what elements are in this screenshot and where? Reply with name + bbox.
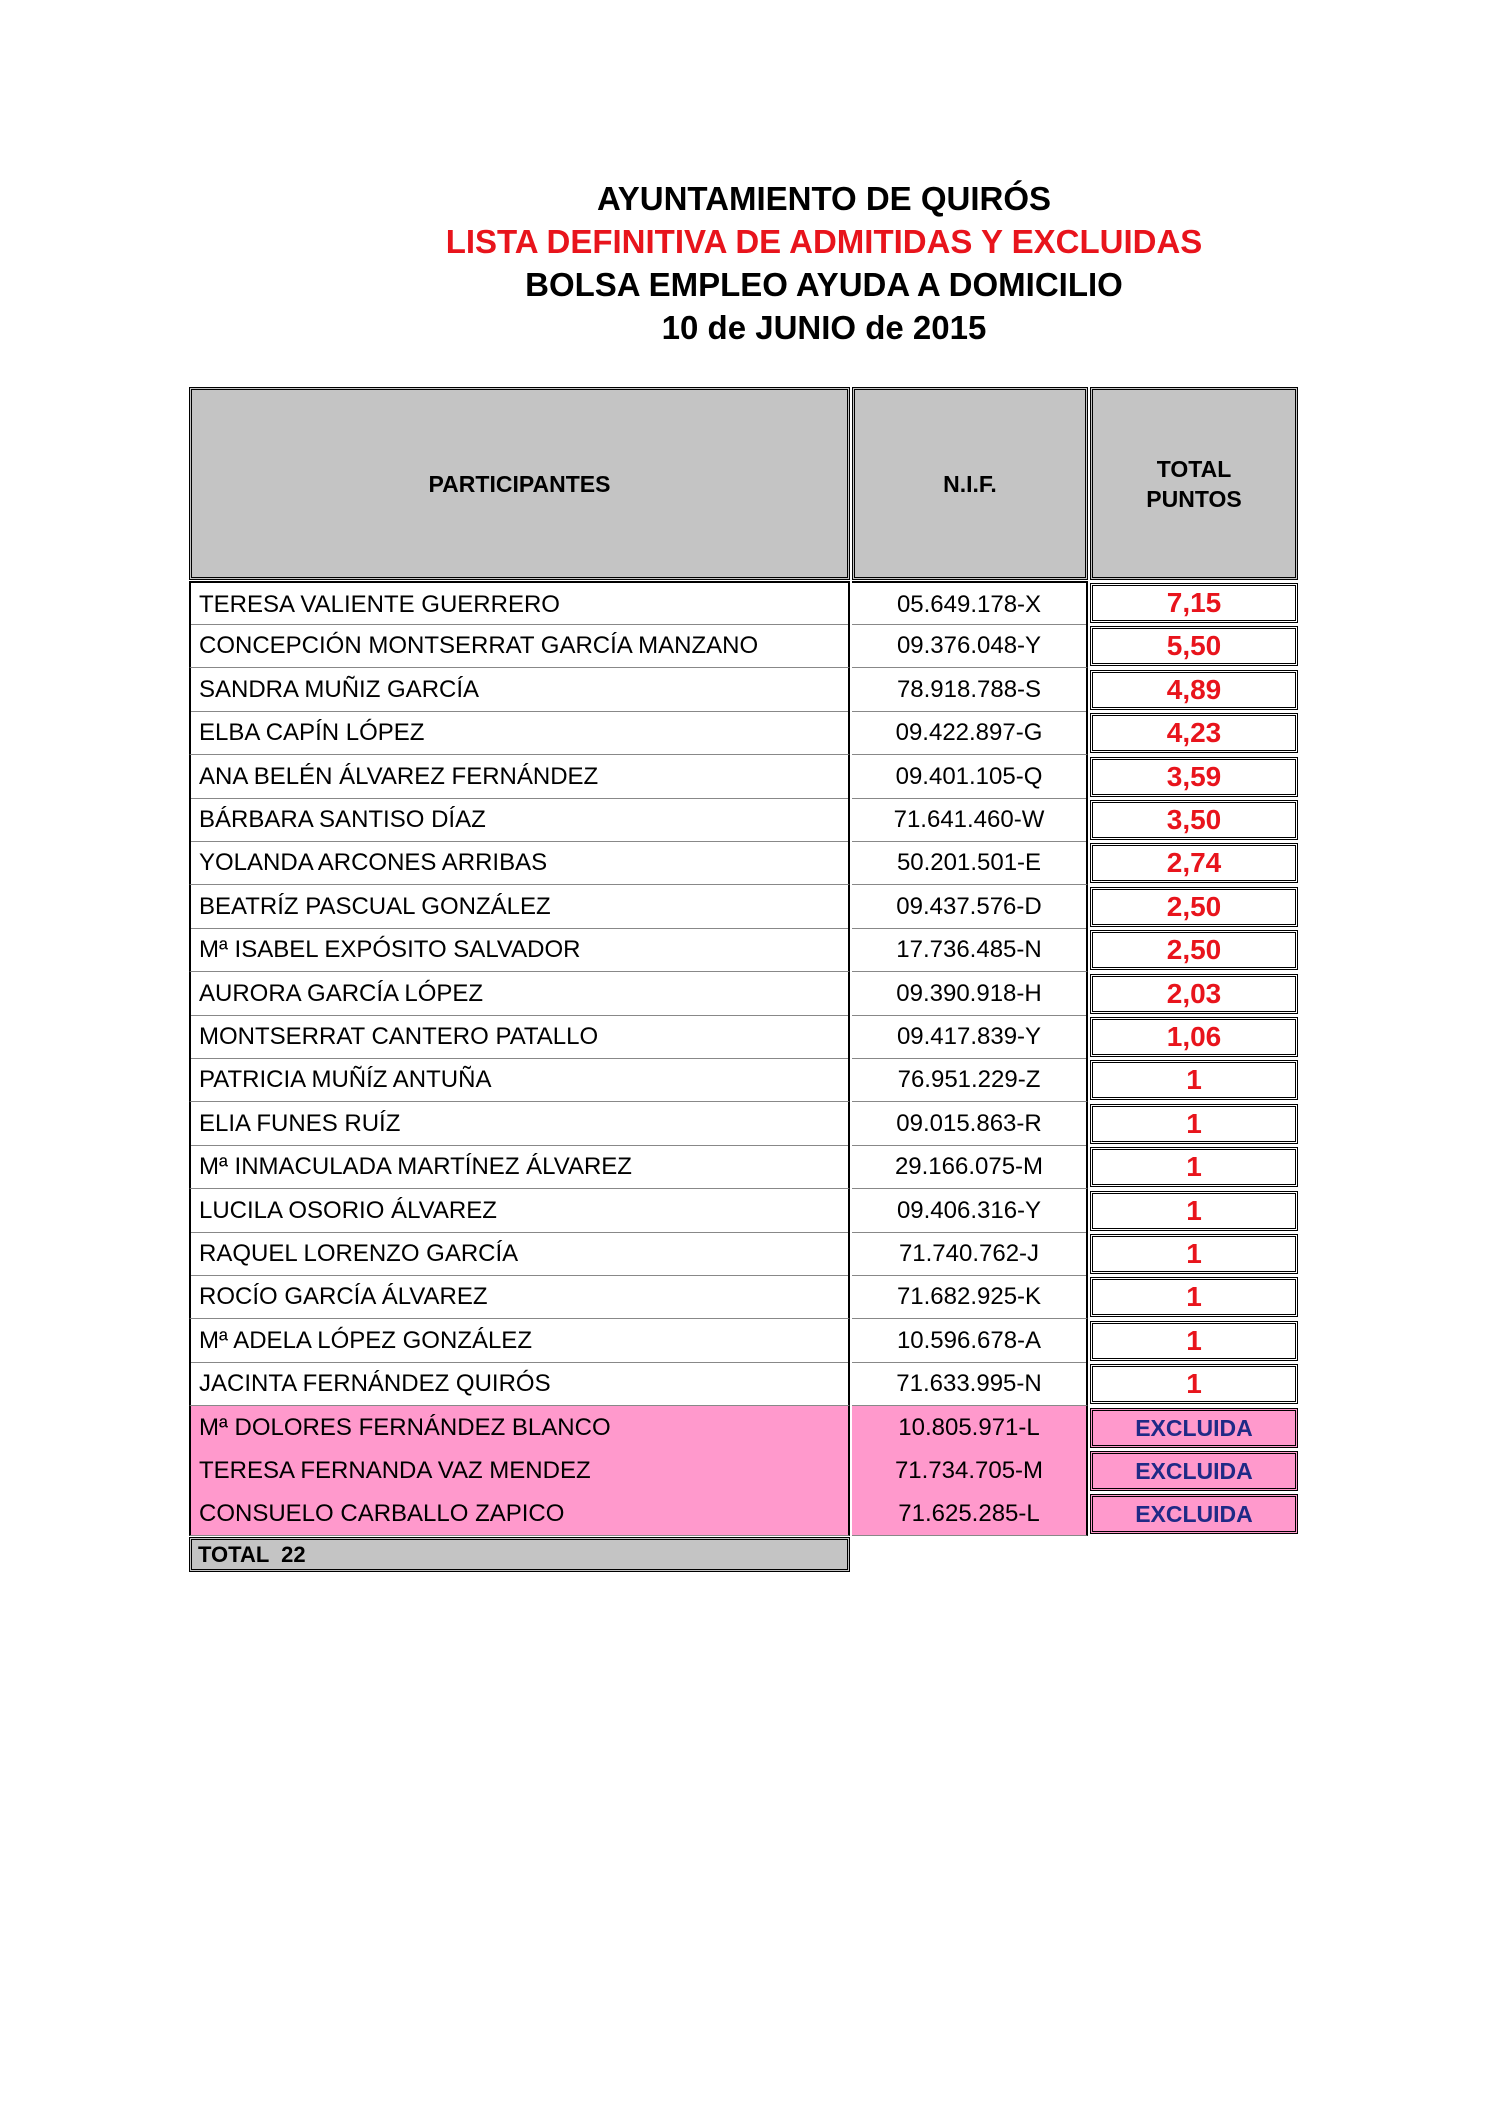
- participant-name-cell: ELIA FUNES RUÍZ: [189, 1102, 850, 1146]
- table-row: [189, 972, 1298, 1016]
- participant-nif-cell: 78.918.788-S: [852, 668, 1088, 712]
- participant-name-cell: CONCEPCIÓN MONTSERRAT GARCÍA MANZANO: [189, 624, 850, 668]
- total-points-cell: 5,50: [1090, 626, 1298, 666]
- table-row: [189, 1102, 1298, 1146]
- total-points-cell: 1,06: [1090, 1017, 1298, 1057]
- table-row: [189, 841, 1298, 885]
- participant-nif-cell: 10.596.678-A: [852, 1319, 1088, 1363]
- table-row: [189, 755, 1298, 799]
- participant-name-cell: ELBA CAPÍN LÓPEZ: [189, 711, 850, 755]
- table-row: [189, 928, 1298, 972]
- excluded-status-cell: EXCLUIDA: [1090, 1408, 1298, 1448]
- participant-name-cell: Mª DOLORES FERNÁNDEZ BLANCO: [189, 1406, 850, 1450]
- participant-name-cell: Mª INMACULADA MARTÍNEZ ÁLVAREZ: [189, 1145, 850, 1189]
- table-row: [189, 798, 1298, 842]
- participant-name-cell: BÁRBARA SANTISO DÍAZ: [189, 798, 850, 842]
- excluded-status-cell: EXCLUIDA: [1090, 1451, 1298, 1491]
- table-row: [189, 1492, 1298, 1536]
- participant-name-cell: Mª ADELA LÓPEZ GONZÁLEZ: [189, 1319, 850, 1363]
- total-points-cell: 1: [1090, 1364, 1298, 1404]
- total-points-cell: 1: [1090, 1147, 1298, 1187]
- participant-name-cell: BEATRÍZ PASCUAL GONZÁLEZ: [189, 885, 850, 929]
- participant-name-cell: RAQUEL LORENZO GARCÍA: [189, 1232, 850, 1276]
- participant-nif-cell: 09.437.576-D: [852, 885, 1088, 929]
- participant-nif-cell: 29.166.075-M: [852, 1145, 1088, 1189]
- participant-name-cell: TERESA VALIENTE GUERRERO: [189, 581, 850, 625]
- column-header-nif: [852, 387, 1088, 580]
- participant-nif-cell: 09.015.863-R: [852, 1102, 1088, 1146]
- participant-nif-cell: 76.951.229-Z: [852, 1058, 1088, 1102]
- table-row: [189, 668, 1298, 712]
- total-count-cell: TOTAL 22: [189, 1537, 850, 1572]
- column-header-points-line1: TOTAL: [1156, 455, 1232, 482]
- total-points-cell: 1: [1090, 1277, 1298, 1317]
- title-list-type: LISTA DEFINITIVA DE ADMITIDAS Y EXCLUIDAS: [445, 223, 1203, 260]
- table-row: [189, 581, 1298, 625]
- total-points-cell: 2,50: [1090, 930, 1298, 970]
- participant-nif-cell: 71.682.925-K: [852, 1275, 1088, 1319]
- total-points-cell: 2,50: [1090, 887, 1298, 927]
- participant-nif-cell: 10.805.971-L: [852, 1406, 1088, 1450]
- table-row: [189, 624, 1298, 668]
- table-row: [189, 1275, 1298, 1319]
- table-row: [189, 1232, 1298, 1276]
- table-row: [189, 1362, 1298, 1406]
- title-municipality: AYUNTAMIENTO DE QUIRÓS: [596, 180, 1052, 217]
- column-header-participants: [189, 387, 850, 580]
- participant-nif-cell: 17.736.485-N: [852, 928, 1088, 972]
- total-points-cell: 1: [1090, 1234, 1298, 1274]
- excluded-status-cell: EXCLUIDA: [1090, 1494, 1298, 1534]
- table-row: [189, 885, 1298, 929]
- title-job-pool: BOLSA EMPLEO AYUDA A DOMICILIO: [525, 266, 1123, 303]
- table-row: [189, 1406, 1298, 1450]
- participant-name-cell: TERESA FERNANDA VAZ MENDEZ: [189, 1449, 850, 1493]
- total-points-cell: 1: [1090, 1060, 1298, 1100]
- total-points-cell: 3,50: [1090, 800, 1298, 840]
- table-row: [189, 711, 1298, 755]
- table-row: [189, 1319, 1298, 1363]
- total-points-cell: 1: [1090, 1191, 1298, 1231]
- participant-nif-cell: 09.417.839-Y: [852, 1015, 1088, 1059]
- participant-nif-cell: 09.406.316-Y: [852, 1189, 1088, 1233]
- participant-nif-cell: 05.649.178-X: [852, 581, 1088, 625]
- total-points-cell: 3,59: [1090, 757, 1298, 797]
- participant-name-cell: LUCILA OSORIO ÁLVAREZ: [189, 1189, 850, 1233]
- participant-name-cell: YOLANDA ARCONES ARRIBAS: [189, 841, 850, 885]
- table-row: [189, 1189, 1298, 1233]
- participant-nif-cell: 71.633.995-N: [852, 1362, 1088, 1406]
- participant-nif-cell: 09.376.048-Y: [852, 624, 1088, 668]
- table-row: [189, 1015, 1298, 1059]
- column-header-total-points: [1090, 387, 1298, 580]
- table-row: [189, 1058, 1298, 1102]
- total-points-cell: 1: [1090, 1321, 1298, 1361]
- column-header-nif-label: N.I.F.: [943, 470, 997, 497]
- participant-name-cell: PATRICIA MUÑÍZ ANTUÑA: [189, 1058, 850, 1102]
- total-points-cell: 7,15: [1090, 583, 1298, 623]
- participant-nif-cell: 09.422.897-G: [852, 711, 1088, 755]
- total-points-cell: 4,23: [1090, 713, 1298, 753]
- participant-nif-cell: 50.201.501-E: [852, 841, 1088, 885]
- total-points-cell: 2,74: [1090, 843, 1298, 883]
- total-points-cell: 2,03: [1090, 974, 1298, 1014]
- participant-name-cell: CONSUELO CARBALLO ZAPICO: [189, 1492, 850, 1536]
- participant-name-cell: MONTSERRAT CANTERO PATALLO: [189, 1015, 850, 1059]
- participant-name-cell: Mª ISABEL EXPÓSITO SALVADOR: [189, 928, 850, 972]
- participant-name-cell: JACINTA FERNÁNDEZ QUIRÓS: [189, 1362, 850, 1406]
- participant-nif-cell: 09.390.918-H: [852, 972, 1088, 1016]
- total-points-cell: 4,89: [1090, 670, 1298, 710]
- participant-nif-cell: 71.740.762-J: [852, 1232, 1088, 1276]
- participant-nif-cell: 71.625.285-L: [852, 1492, 1088, 1536]
- participant-name-cell: AURORA GARCÍA LÓPEZ: [189, 972, 850, 1016]
- total-points-cell: 1: [1090, 1104, 1298, 1144]
- participant-name-cell: SANDRA MUÑIZ GARCÍA: [189, 668, 850, 712]
- table-row: [189, 1145, 1298, 1189]
- title-date: 10 de JUNIO de 2015: [661, 309, 987, 346]
- participant-nif-cell: 09.401.105-Q: [852, 755, 1088, 799]
- participant-nif-cell: 71.641.460-W: [852, 798, 1088, 842]
- column-header-participants-label: PARTICIPANTES: [428, 470, 611, 497]
- table-row: [189, 1449, 1298, 1493]
- participant-name-cell: ROCÍO GARCÍA ÁLVAREZ: [189, 1275, 850, 1319]
- participant-nif-cell: 71.734.705-M: [852, 1449, 1088, 1493]
- column-header-points-line2: PUNTOS: [1146, 485, 1242, 512]
- participant-name-cell: ANA BELÉN ÁLVAREZ FERNÁNDEZ: [189, 755, 850, 799]
